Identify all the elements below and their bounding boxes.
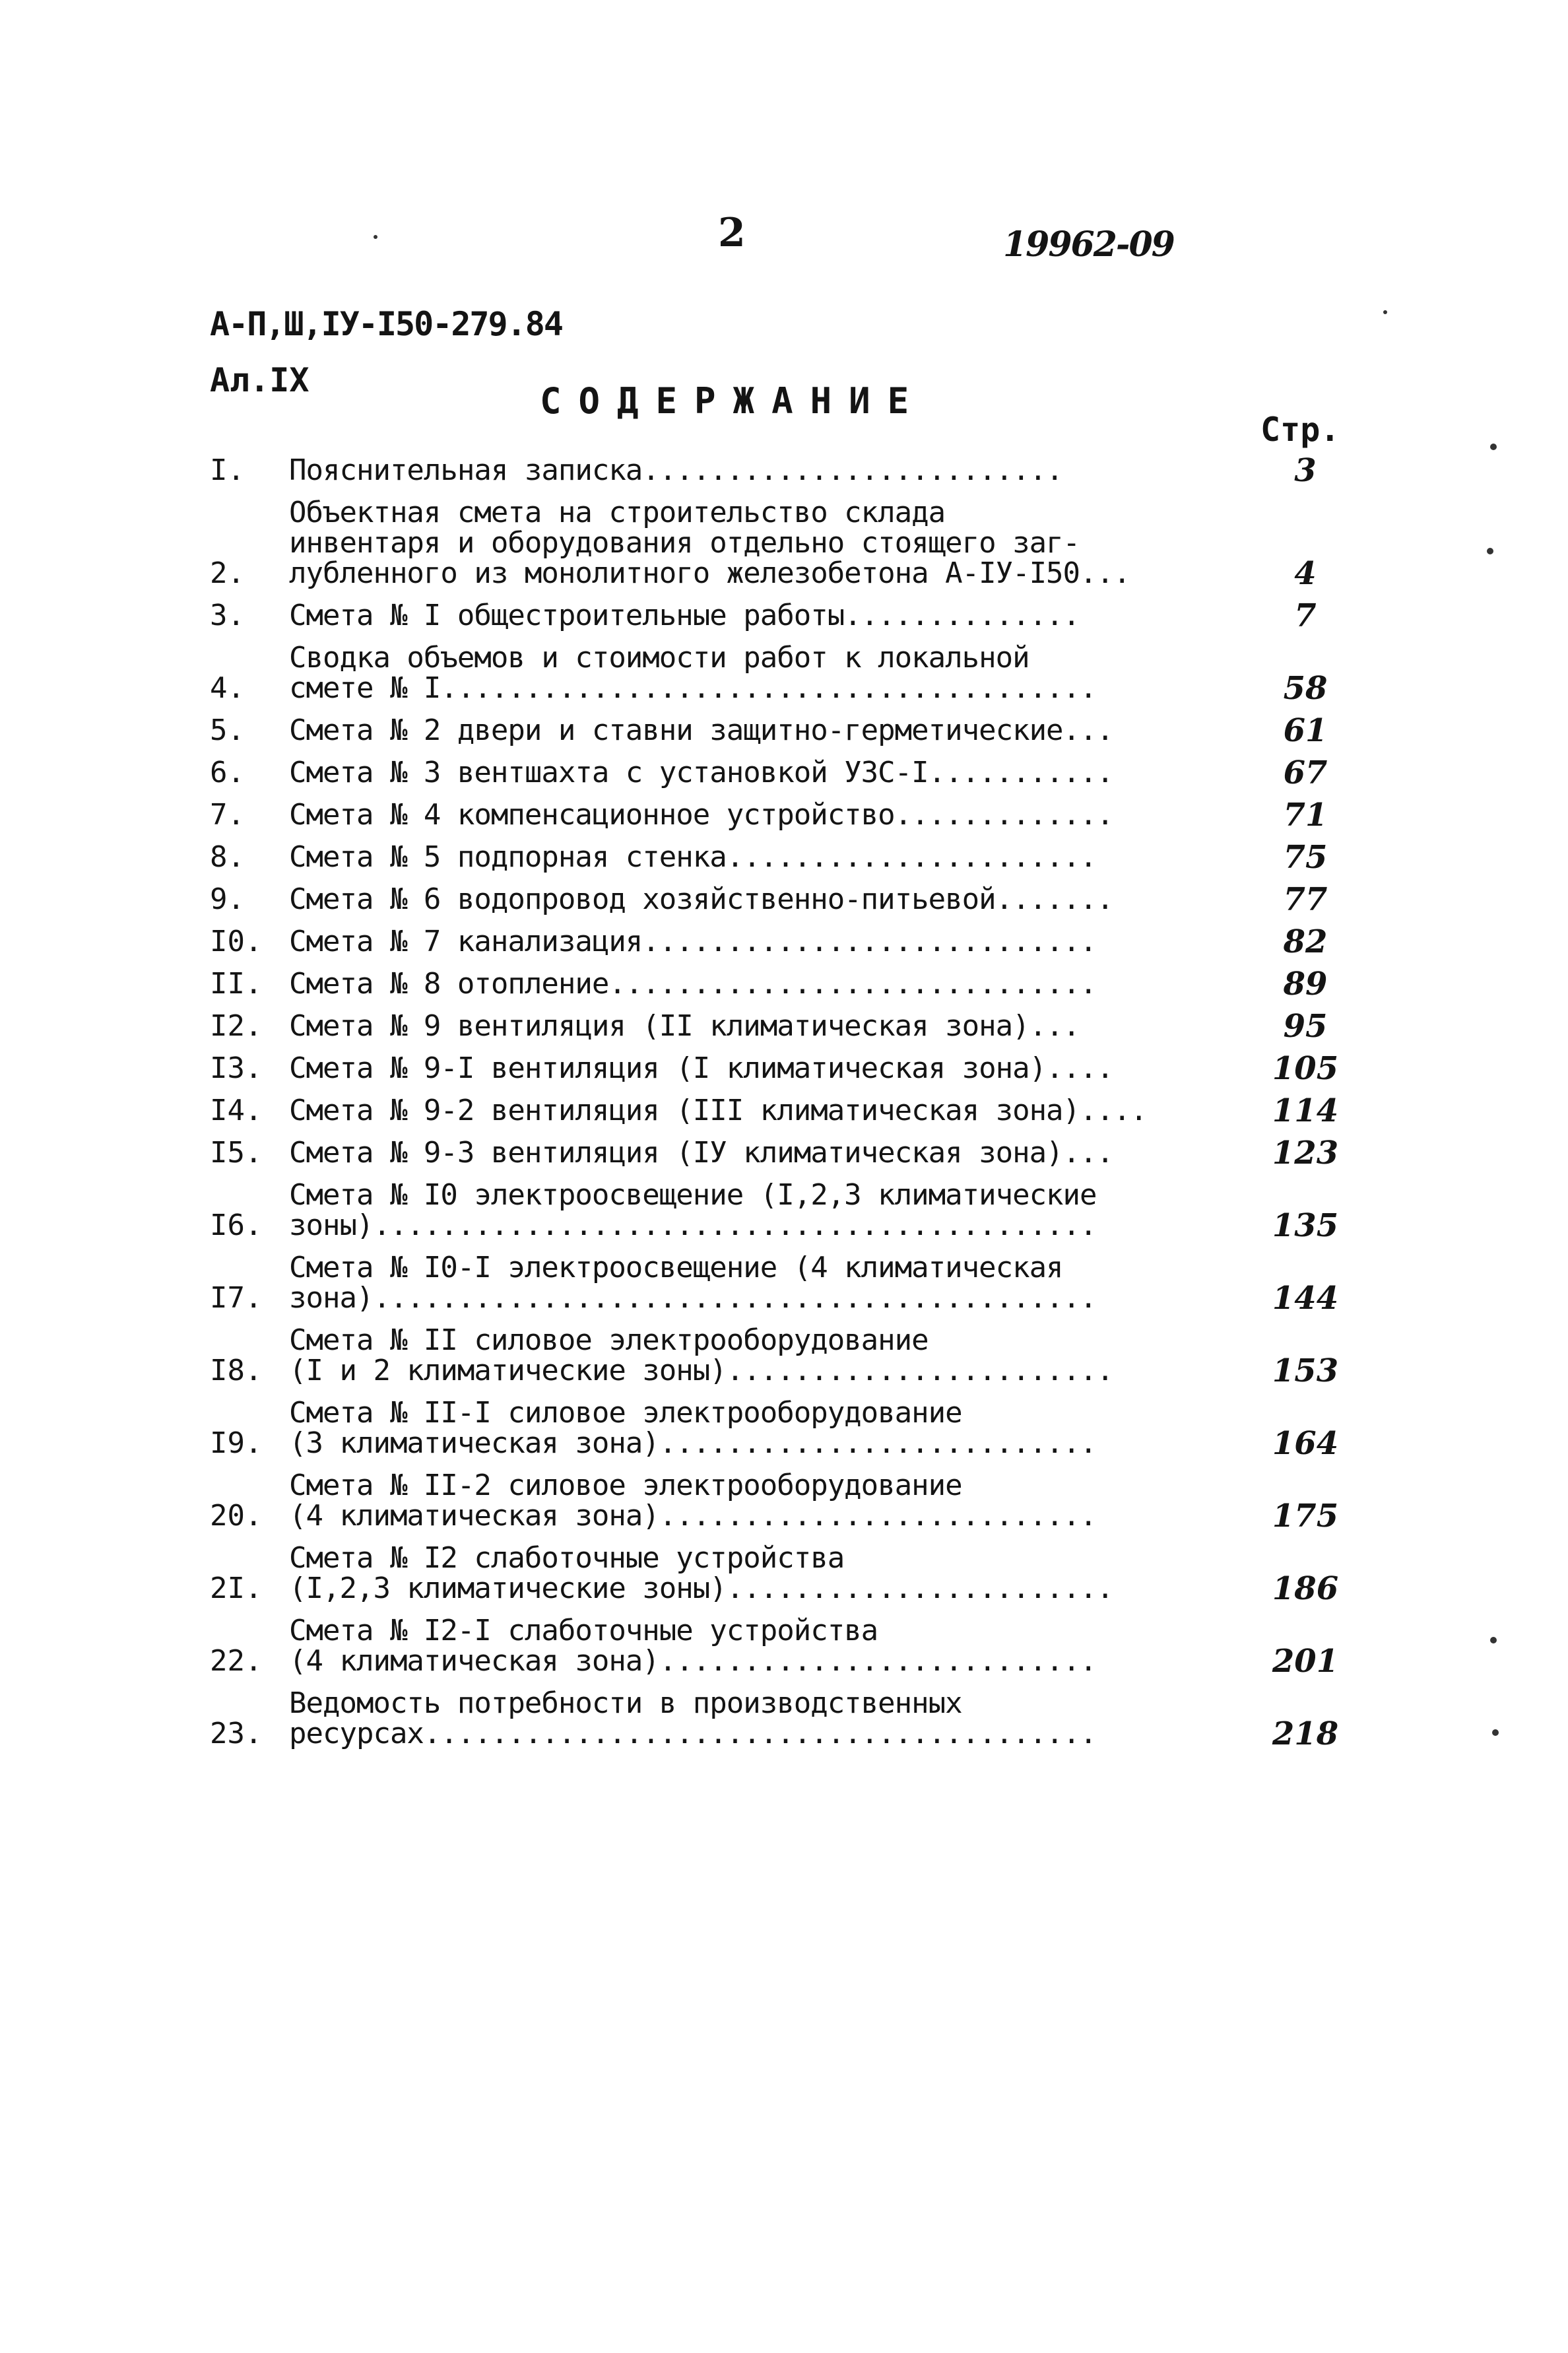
- toc-entry: [210, 1396, 1358, 1462]
- scan-speck: [374, 235, 377, 239]
- toc-entry-title: Смета № 7 канализация...........................: [289, 925, 1097, 958]
- toc-entry-page: 61: [1283, 712, 1328, 749]
- toc-entry: [210, 923, 1358, 960]
- toc-entry-number: I5.: [210, 1136, 263, 1170]
- toc-entry: [210, 1135, 1358, 1172]
- toc-entry-page: 201: [1272, 1643, 1339, 1680]
- toc-entry-number: I8.: [210, 1354, 263, 1387]
- toc-entry-number: 4.: [210, 671, 245, 705]
- album-number: Ал.IX: [210, 361, 310, 399]
- toc-entry-title: Смета № I общестроительные работы..............: [289, 599, 1080, 632]
- toc-entry-title: Смета № 4 компенсационное устройство.............: [289, 798, 1114, 832]
- toc-entry: [210, 1008, 1358, 1045]
- toc-entry-number: I.: [210, 453, 245, 487]
- toc-entry-title: Пояснительная записка.........................: [289, 453, 1063, 487]
- contents-heading: СОДЕРЖАНИЕ: [540, 380, 927, 422]
- toc-entry-title: Смета № 8 отопление.............................: [289, 967, 1097, 1001]
- toc-entry-page: 58: [1283, 670, 1328, 707]
- toc-entry-title: Смета № I0-I электроосвещение (4 климатическая зона)...........................................: [289, 1251, 1097, 1315]
- toc-entry: [210, 839, 1358, 876]
- toc-entry-page: 144: [1272, 1280, 1339, 1317]
- toc-entry-page: 67: [1283, 754, 1328, 791]
- toc-entry-number: I9.: [210, 1426, 263, 1460]
- toc-entry-number: 6.: [210, 756, 245, 789]
- toc-entry-page: 89: [1283, 966, 1328, 1003]
- page-number: 2: [718, 210, 746, 256]
- scan-speck: [1492, 1729, 1499, 1736]
- toc-entry-title: Смета № 6 водопровод хозяйственно-питьевой.......: [289, 882, 1114, 916]
- toc-entry: [210, 881, 1358, 918]
- toc-entry: [210, 496, 1358, 592]
- toc-entry-title: Ведомость потребности в производственных ресурсах........................................: [289, 1686, 1097, 1750]
- toc-entry-number: I0.: [210, 925, 263, 958]
- toc-entry: [210, 712, 1358, 749]
- toc-entry-page: 7: [1294, 597, 1317, 634]
- toc-entry-number: I7.: [210, 1281, 263, 1315]
- archive-number: 19962-09: [1003, 224, 1174, 265]
- toc-entry-number: I4.: [210, 1094, 263, 1127]
- scan-speck: [1383, 310, 1387, 314]
- toc-entry-page: 153: [1272, 1352, 1339, 1389]
- toc-entry-title: Смета № 3 вентшахта с установкой УЗС-I...........: [289, 756, 1114, 789]
- toc-entry-title: Смета № 9-I вентиляция (I климатическая зона)....: [289, 1051, 1114, 1085]
- table-of-contents: [210, 452, 1358, 1761]
- toc-entry-title: Смета № II силовое электрооборудование (I и 2 климатические зоны).......................: [289, 1323, 1114, 1387]
- document-code: А-П,Ш,IУ-I50-279.84: [210, 305, 562, 343]
- toc-entry-number: 7.: [210, 798, 245, 832]
- toc-entry-number: 20.: [210, 1499, 263, 1533]
- toc-entry-number: I3.: [210, 1051, 263, 1085]
- toc-entry-title: Сводка объемов и стоимости работ к локальной смете № I.......................................: [289, 641, 1097, 705]
- scan-speck: [1490, 1637, 1497, 1643]
- toc-entry-page: 3: [1294, 452, 1317, 489]
- toc-entry: [210, 1323, 1358, 1389]
- toc-entry-number: II.: [210, 967, 263, 1001]
- toc-entry-page: 77: [1283, 881, 1328, 918]
- toc-entry-page: 123: [1272, 1135, 1339, 1172]
- toc-entry-page: 95: [1283, 1008, 1328, 1045]
- toc-entry: [210, 1469, 1358, 1535]
- toc-entry-number: 9.: [210, 882, 245, 916]
- toc-entry-title: Смета № I0 электроосвещение (I,2,3 климатические зоны)...........................................: [289, 1178, 1097, 1242]
- toc-entry-number: 22.: [210, 1644, 263, 1678]
- toc-entry-number: 5.: [210, 713, 245, 747]
- toc-entry-page: 82: [1283, 923, 1328, 960]
- toc-entry: [210, 797, 1358, 834]
- scan-speck: [1490, 444, 1497, 450]
- toc-entry-page: 135: [1272, 1207, 1339, 1244]
- toc-entry-title: Смета № 9-3 вентиляция (IУ климатическая зона)...: [289, 1136, 1114, 1170]
- toc-entry-title: Смета № 2 двери и ставни защитно-герметические...: [289, 713, 1114, 747]
- toc-entry-title: Смета № II-2 силовое электрооборудование (4 климатическая зона)..........................: [289, 1469, 1097, 1533]
- toc-entry-title: Смета № I2 слаботочные устройства (I,2,3 климатические зоны).......................: [289, 1541, 1114, 1605]
- toc-entry: [210, 1050, 1358, 1087]
- toc-entry-number: 23.: [210, 1717, 263, 1750]
- toc-entry: [210, 966, 1358, 1003]
- toc-entry-number: 2.: [210, 556, 245, 590]
- toc-entry-page: 218: [1272, 1715, 1339, 1752]
- toc-entry: [210, 1614, 1358, 1680]
- toc-entry-page: 75: [1283, 839, 1328, 876]
- toc-entry-number: 8.: [210, 840, 245, 874]
- toc-entry: [210, 641, 1358, 707]
- toc-entry-page: 175: [1272, 1498, 1339, 1535]
- toc-entry: [210, 1092, 1358, 1129]
- toc-entry: [210, 1251, 1358, 1317]
- toc-entry-number: I6.: [210, 1209, 263, 1242]
- toc-entry-title: Смета № II-I силовое электрооборудование (3 климатическая зона)..........................: [289, 1396, 1097, 1460]
- toc-entry: [210, 597, 1358, 634]
- scan-speck: [1487, 548, 1493, 554]
- toc-entry: [210, 1541, 1358, 1607]
- toc-entry-title: Смета № 9 вентиляция (II климатическая зона)...: [289, 1009, 1080, 1043]
- toc-entry-number: I2.: [210, 1009, 263, 1043]
- toc-entry-page: 105: [1272, 1050, 1339, 1087]
- toc-entry-title: Смета № I2-I слаботочные устройства (4 климатическая зона)..........................: [289, 1614, 1097, 1678]
- toc-entry-number: 2I.: [210, 1572, 263, 1605]
- toc-entry-page: 71: [1283, 797, 1328, 834]
- toc-entry-number: 3.: [210, 599, 245, 632]
- toc-entry-title: Смета № 5 подпорная стенка......................: [289, 840, 1097, 874]
- toc-entry: [210, 1178, 1358, 1244]
- toc-entry-page: 164: [1272, 1425, 1339, 1462]
- toc-entry: [210, 754, 1358, 791]
- toc-entry-page: 186: [1272, 1570, 1339, 1607]
- toc-entry-title: Смета № 9-2 вентиляция (III климатическая зона)....: [289, 1094, 1148, 1127]
- toc-entry: [210, 1686, 1358, 1752]
- toc-entry: [210, 452, 1358, 489]
- toc-entry-page: 4: [1294, 555, 1317, 592]
- toc-entry-page: 114: [1272, 1092, 1339, 1129]
- toc-entry-title: Объектная смета на строительство склада инвентаря и оборудования отдельно стоящего заг- лубленного из монолитного железобетона А-IУ-I50...: [289, 496, 1130, 590]
- page-column-header: Стр.: [1260, 411, 1340, 449]
